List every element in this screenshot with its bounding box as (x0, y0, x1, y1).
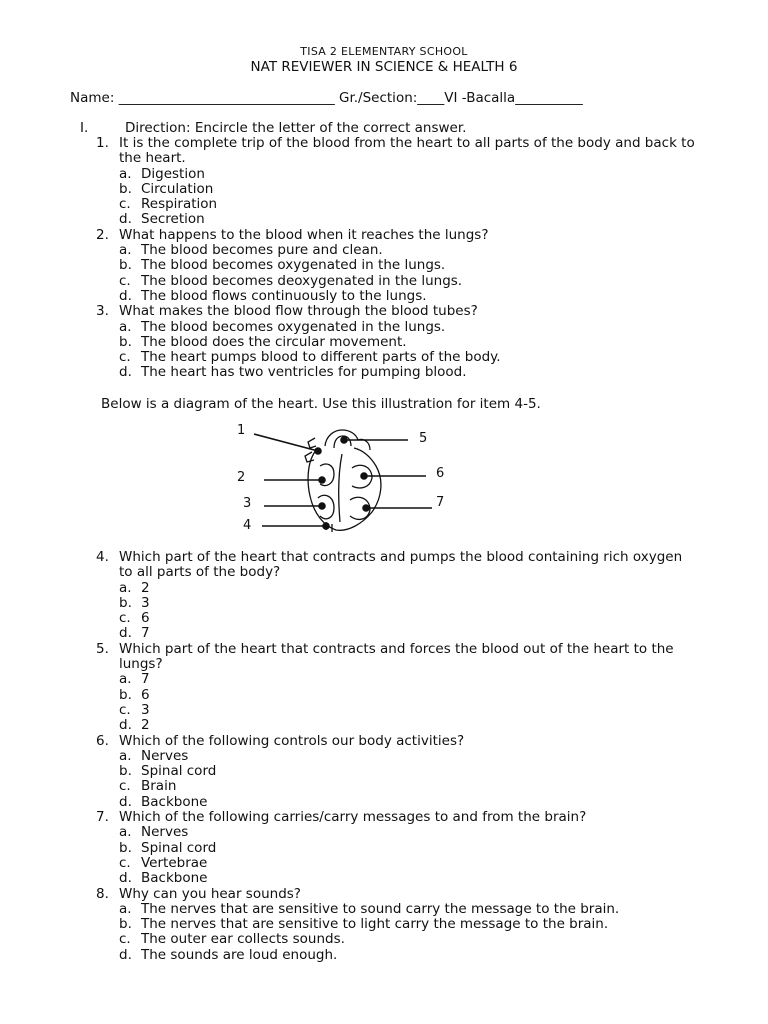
option[interactable] (119, 197, 706, 212)
option[interactable] (119, 718, 706, 733)
question-number: 2. (96, 226, 109, 243)
option-letter: a. (119, 747, 132, 764)
option[interactable] (119, 917, 706, 932)
option-letter: c. (119, 778, 131, 795)
option-text: Vertebrae (141, 854, 208, 871)
option-letter: d. (119, 211, 132, 228)
question-number: 5. (96, 640, 109, 657)
school-name: TISA 2 ELEMENTARY SCHOOL (300, 45, 468, 58)
question-text: It is the complete trip of the blood from the heart to all parts of the body and back to the heart. (119, 135, 695, 167)
option-text: 6 (141, 610, 150, 627)
option-letter: d. (119, 870, 132, 887)
question-number: 3. (96, 303, 109, 320)
option-text: The sounds are loud enough. (141, 946, 338, 963)
option[interactable] (119, 749, 706, 764)
option-letter: c. (119, 349, 131, 366)
option[interactable] (119, 841, 706, 856)
option-letter: a. (119, 900, 132, 917)
option-letter: a. (119, 671, 132, 688)
pointer-dot-5 (341, 437, 347, 443)
question-4 (96, 550, 706, 642)
option-letter: a. (119, 579, 132, 596)
diagram-label-1: 1 (237, 423, 246, 438)
name-blank: ________________________________ (118, 90, 335, 106)
option-letter: c. (119, 272, 131, 289)
option-text: The blood becomes deoxygenated in the lungs. (141, 272, 463, 289)
option-text: The blood flows continuously to the lungs. (141, 287, 427, 304)
option-text: 7 (141, 671, 150, 688)
option-text: Respiration (141, 196, 218, 213)
question-5 (96, 642, 706, 734)
option-letter: a. (119, 242, 132, 259)
option-letter: b. (119, 763, 132, 780)
option-letter: d. (119, 946, 132, 963)
option-letter: d. (119, 287, 132, 304)
option-letter: d. (119, 625, 132, 642)
option-letter: b. (119, 257, 132, 274)
page-title: NAT REVIEWER IN SCIENCE & HEALTH 6 (250, 59, 518, 75)
question-7 (96, 810, 706, 886)
option-text: 2 (141, 717, 150, 734)
question-group-4-8 (96, 550, 706, 963)
pointer-dot-6 (361, 473, 367, 479)
option[interactable] (119, 320, 706, 335)
diagram-instruction: Below is a diagram of the heart. Use this illustration for item 4-5. (101, 396, 541, 412)
question-3 (96, 304, 706, 380)
option-text: The heart pumps blood to different parts of the body. (141, 349, 501, 366)
name-label: Name: (70, 90, 115, 106)
option-text: Backbone (141, 793, 208, 810)
option[interactable] (119, 779, 706, 794)
question-number: 8. (96, 885, 109, 902)
option-text: The blood does the circular movement. (141, 333, 407, 350)
option[interactable] (119, 902, 706, 917)
diagram-label-6: 6 (436, 466, 445, 481)
question-text: What makes the blood flow through the blood tubes? (119, 303, 478, 320)
question-2 (96, 228, 706, 304)
question-8 (96, 887, 706, 963)
question-number: 1. (96, 135, 109, 151)
pointer-dot-2 (319, 477, 325, 483)
question-text: Which part of the heart that contracts and forces the blood out of the heart to the lungs? (119, 640, 674, 673)
option-letter: a. (119, 318, 132, 335)
option[interactable] (119, 581, 706, 596)
option-letter: b. (119, 180, 132, 197)
section-heading (80, 120, 467, 136)
question-text: Which of the following carries/carry messages to and from the brain? (119, 809, 587, 826)
option-letter: c. (119, 854, 131, 871)
option-text: Digestion (141, 165, 205, 182)
option-text: 3 (141, 701, 150, 718)
question-text: Which part of the heart that contracts and pumps the blood containing rich oxygen (119, 549, 683, 565)
option[interactable] (119, 611, 706, 626)
option-text: Nerves (141, 747, 189, 764)
option[interactable] (119, 703, 706, 718)
pointer-dot-1 (315, 448, 321, 454)
option[interactable] (119, 182, 706, 197)
option-letter: b. (119, 839, 132, 856)
diagram-label-3: 3 (243, 496, 252, 511)
question-text: Which of the following controls our body activities? (119, 732, 465, 749)
option-letter: d. (119, 364, 132, 381)
name-grade-line (70, 90, 583, 106)
option[interactable] (119, 626, 706, 641)
option-letter: b. (119, 916, 132, 933)
option[interactable] (119, 688, 706, 703)
question-number: 4. (96, 549, 109, 565)
option-letter: c. (119, 196, 131, 213)
heart-diagram (230, 418, 460, 538)
question-text: Why can you hear sounds? (119, 885, 301, 902)
option-letter: d. (119, 717, 132, 734)
option[interactable] (119, 243, 706, 258)
option-text: 3 (141, 594, 150, 611)
option[interactable] (119, 764, 706, 779)
option-text: The blood becomes oxygenated in the lungs. (141, 257, 446, 274)
diagram-label-7: 7 (436, 495, 445, 510)
option-text: 7 (141, 625, 150, 642)
option-letter: a. (119, 165, 132, 182)
option-text: Nerves (141, 824, 189, 841)
grade-section-label: Gr./Section:____VI -Bacalla__________ (338, 90, 583, 106)
question-1 (96, 136, 706, 228)
option-text: Secretion (141, 211, 205, 228)
question-text-continued: to all parts of the body? (119, 564, 281, 581)
question-group-1-3 (96, 136, 706, 381)
option[interactable] (119, 289, 706, 304)
option-text: 6 (141, 686, 150, 703)
pointer-dot-4 (323, 523, 329, 529)
heart-outline (305, 430, 381, 532)
option[interactable] (119, 167, 706, 182)
option[interactable] (119, 350, 706, 365)
option-text: Brain (141, 778, 177, 795)
option-letter: a. (119, 824, 132, 841)
option[interactable] (119, 596, 706, 611)
question-number: 7. (96, 809, 109, 826)
option-text: Backbone (141, 870, 208, 887)
diagram-label-2: 2 (237, 470, 246, 485)
option-letter: c. (119, 931, 131, 948)
option-text: Circulation (141, 180, 214, 197)
option-text: The nerves that are sensitive to light carry the message to the brain. (141, 916, 609, 933)
diagram-label-5: 5 (419, 431, 428, 446)
option-text: The heart has two ventricles for pumping blood. (141, 364, 467, 381)
label-pointers (254, 434, 432, 529)
option-text: The blood becomes oxygenated in the lungs. (141, 318, 446, 335)
option[interactable] (119, 825, 706, 840)
option[interactable] (119, 672, 706, 687)
question-6 (96, 734, 706, 810)
option[interactable] (119, 335, 706, 350)
option[interactable] (119, 795, 706, 810)
option-text: 2 (141, 579, 150, 596)
option-letter: c. (119, 610, 131, 627)
option-letter: c. (119, 701, 131, 718)
option-letter: b. (119, 333, 132, 350)
option[interactable] (119, 258, 706, 273)
question-number: 6. (96, 732, 109, 749)
section-direction: Direction: Encircle the letter of the correct answer. (125, 120, 467, 136)
option-letter: b. (119, 594, 132, 611)
option-text: The outer ear collects sounds. (141, 931, 345, 948)
question-text: What happens to the blood when it reaches the lungs? (119, 226, 489, 243)
option[interactable] (119, 274, 706, 289)
option-text: The nerves that are sensitive to sound carry the message to the brain. (141, 900, 620, 917)
option-letter: d. (119, 793, 132, 810)
option[interactable] (119, 871, 706, 886)
option-letter: b. (119, 686, 132, 703)
option[interactable] (119, 948, 706, 963)
option[interactable] (119, 856, 706, 871)
option-text: Spinal cord (141, 763, 217, 780)
option[interactable] (119, 365, 706, 380)
option[interactable] (119, 932, 706, 947)
option[interactable] (119, 212, 706, 227)
pointer-dot-7 (363, 505, 369, 511)
pointer-dot-3 (319, 503, 325, 509)
diagram-label-4: 4 (243, 518, 252, 533)
option-text: Spinal cord (141, 839, 217, 856)
option-text: The blood becomes pure and clean. (141, 242, 383, 259)
section-roman: I. (80, 120, 89, 136)
